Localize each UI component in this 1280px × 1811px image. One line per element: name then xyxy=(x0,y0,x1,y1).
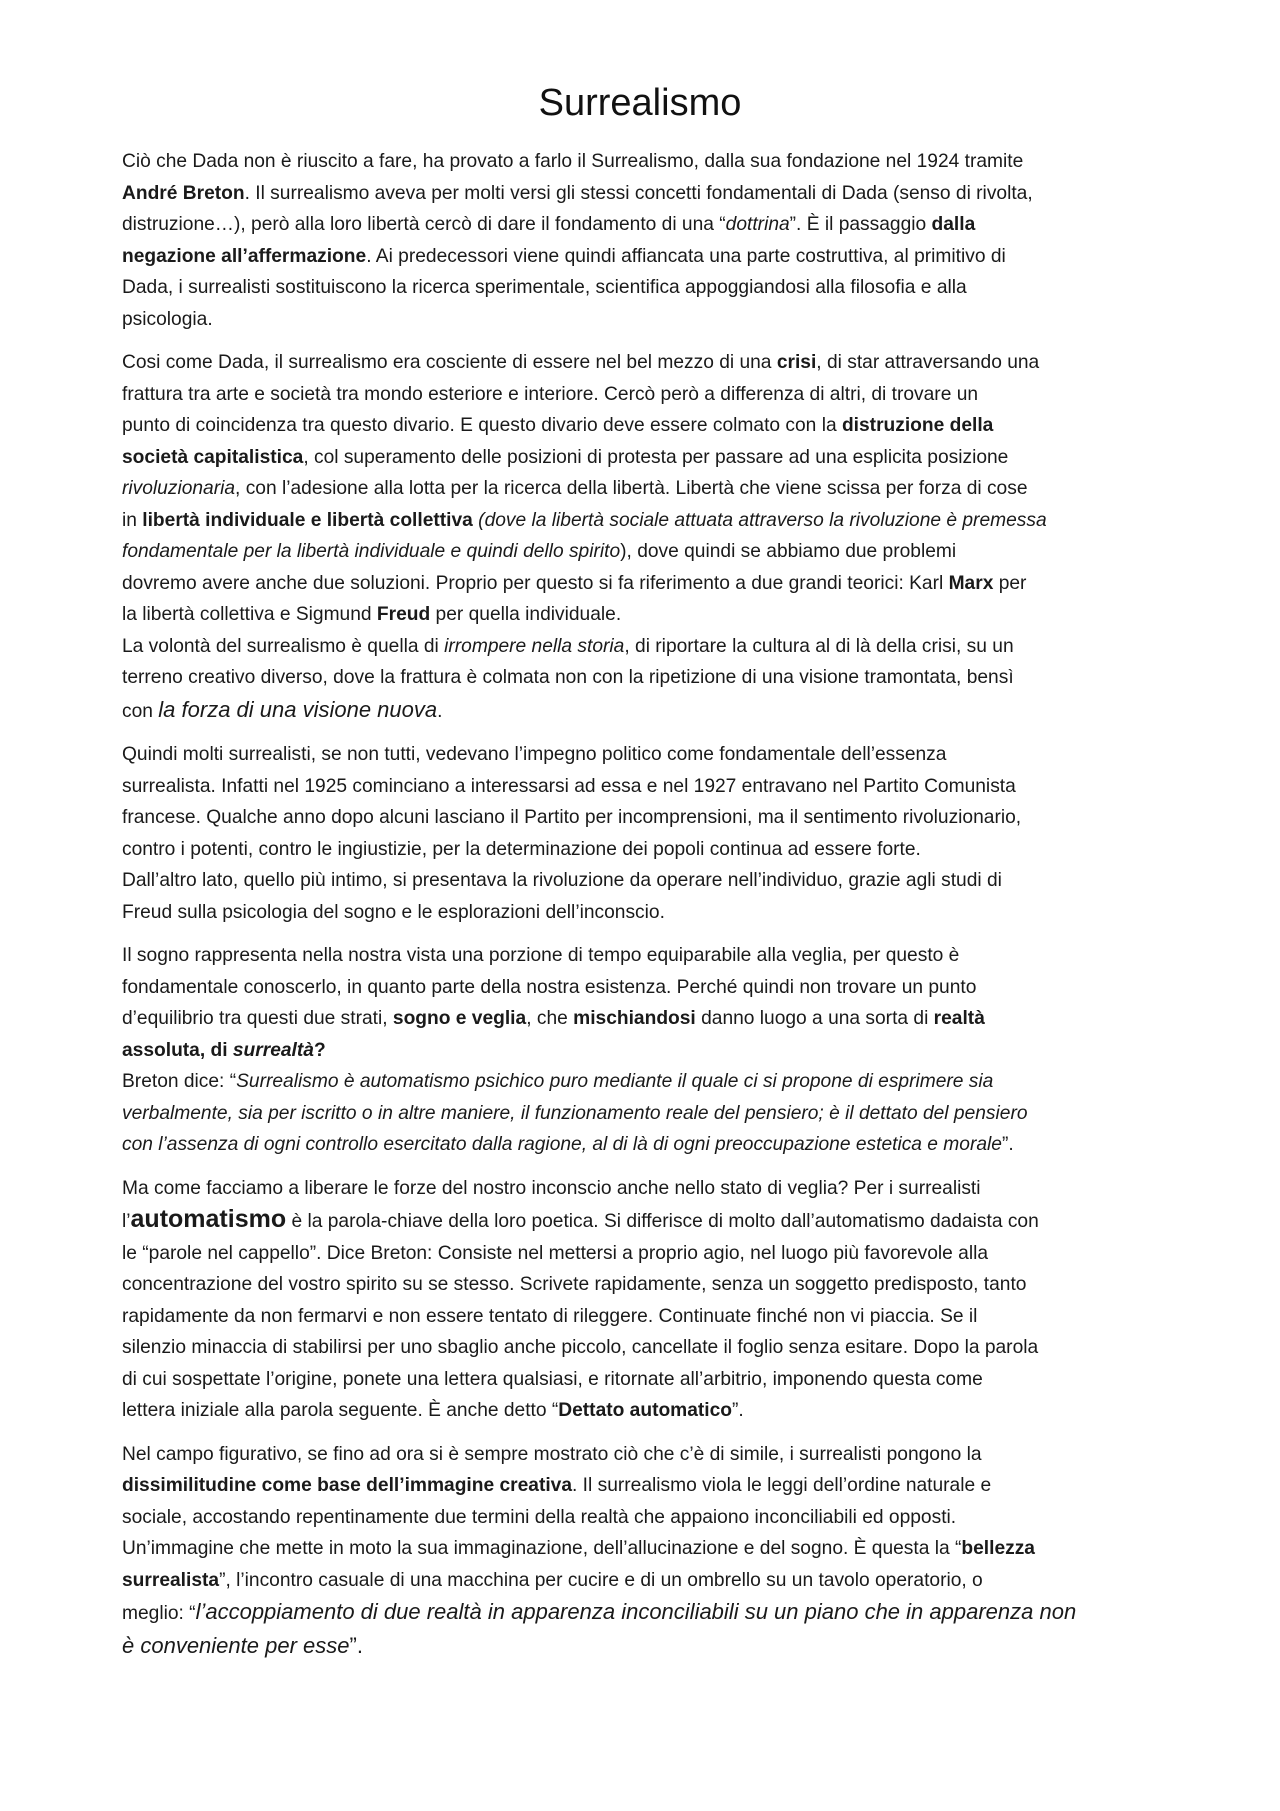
text-run: Breton dice: “ xyxy=(122,1071,237,1092)
text-run: Dada, i surrealisti sostituiscono la ricerca sperimentale, scientifica appoggiandosi alla filosofia e alla xyxy=(122,277,967,298)
text-run: ”. xyxy=(732,1400,744,1421)
text-run: ”. xyxy=(349,1632,363,1658)
text-run: con l’assenza di ogni controllo esercitato dalla ragione, al di là di ogni preoccupazione estetica e morale xyxy=(122,1134,1002,1155)
paragraph xyxy=(122,347,1158,727)
text-run: automatismo xyxy=(130,1205,287,1233)
text-line xyxy=(122,1596,1158,1630)
text-run: sogno e veglia xyxy=(392,1008,527,1029)
text-run: Cosi come Dada, il surrealismo era cosciente di essere nel bel mezzo di una xyxy=(122,352,777,373)
text-run: è conveniente per esse xyxy=(122,1632,350,1658)
text-run: rivoluzionaria xyxy=(122,478,236,499)
paragraph xyxy=(122,940,1158,1161)
text-line xyxy=(122,410,1158,442)
text-run: meglio: “ xyxy=(122,1603,196,1624)
text-line xyxy=(122,241,1158,273)
text-run: La volontà del surrealismo è quella di xyxy=(122,635,445,657)
text-run: terreno creativo diverso, dove la frattura è colmata non con la ripetizione di una visione tramontata, bensì xyxy=(122,667,1014,688)
text-line xyxy=(122,568,1158,600)
text-run: distruzione della xyxy=(841,415,994,436)
text-run: frattura tra arte e società tra mondo esteriore e interiore. Cercò però a differenza di altri, di trovare un xyxy=(122,383,979,405)
text-run: . Il surrealismo viola le leggi dell’ordine naturale e xyxy=(572,1475,992,1496)
text-run: dalla xyxy=(931,214,976,235)
text-run: rapidamente da non fermarvi e non essere tentato di rileggere. Continuate finché non vi piaccia. Se il xyxy=(122,1305,978,1327)
text-line xyxy=(122,1630,1158,1664)
text-line xyxy=(122,802,1158,834)
text-line xyxy=(122,442,1158,474)
text-line xyxy=(122,1332,1158,1364)
text-run: contro i potenti, contro le ingiustizie, per la determinazione dei popoli continua ad essere forte. xyxy=(122,838,921,860)
text-run: ? xyxy=(313,1039,326,1061)
text-run: fondamentale per la libertà individuale e quindi dello spirito xyxy=(122,541,621,562)
text-line xyxy=(122,771,1158,803)
text-run: . xyxy=(437,700,443,722)
text-run: dissimilitudine come base dell’immagine creativa xyxy=(122,1475,573,1496)
text-line xyxy=(122,1269,1158,1301)
text-run: lettera iniziale alla parola seguente. È anche detto “ xyxy=(122,1400,559,1421)
text-line xyxy=(122,146,1158,178)
text-line xyxy=(122,209,1158,241)
paragraph xyxy=(122,739,1158,928)
text-run: l’ xyxy=(122,1211,131,1232)
text-run: surrealista xyxy=(122,1569,220,1591)
text-run: sociale, accostando repentinamente due termini della realtà che appaiono inconciliabili ed opposti. xyxy=(122,1506,957,1528)
text-run: psicologia. xyxy=(122,308,213,330)
text-line xyxy=(122,1204,1158,1238)
text-line xyxy=(122,178,1158,210)
text-run: , che xyxy=(526,1008,574,1029)
text-run: Marx xyxy=(948,572,994,594)
text-line xyxy=(122,379,1158,411)
text-run: ), dove quindi se abbiamo due problemi xyxy=(620,541,957,562)
text-run: le “parole nel cappello”. Dice Breton: Consiste nel mettersi a proprio agio, nel luogo più favorevole alla xyxy=(122,1242,989,1264)
text-run: Il sogno rappresenta nella nostra vista una porzione di tempo equiparabile alla veglia, per questo è xyxy=(122,945,960,966)
paragraph xyxy=(122,1439,1158,1664)
text-run: con xyxy=(122,700,159,722)
text-line xyxy=(122,865,1158,897)
text-run: Freud sulla psicologia del sogno e le esplorazioni dell’inconscio. xyxy=(122,901,665,923)
text-run: l’accoppiamento di due realtà in apparenza inconciliabili su un piano che in apparenza non xyxy=(195,1599,1077,1624)
text-run: Ma come facciamo a liberare le forze del nostro inconscio anche nello stato di veglia? Per i surrealisti xyxy=(122,1177,981,1199)
text-run: . Ai predecessori viene quindi affiancata una parte costruttiva, al primitivo di xyxy=(366,245,1006,267)
text-line xyxy=(122,631,1158,663)
text-run: negazione all’affermazione xyxy=(122,245,367,267)
text-line xyxy=(122,272,1158,304)
text-line xyxy=(122,1395,1158,1427)
text-run: crisi xyxy=(776,352,817,373)
text-run: Nel campo figurativo, se fino ad ora si è sempre mostrato ciò che c’è di simile, i surrealisti pongono la xyxy=(122,1443,982,1465)
text-run: bellezza xyxy=(961,1538,1035,1559)
text-line xyxy=(122,473,1158,505)
text-line xyxy=(122,1439,1158,1471)
text-line xyxy=(122,1470,1158,1502)
text-run: silenzio minaccia di stabilirsi per uno sbaglio anche piccolo, cancellate il foglio senza esitare. Dopo la parola xyxy=(122,1337,1039,1358)
text-run: libertà individuale e libertà collettiva xyxy=(142,509,473,531)
text-run: la forza di una visione nuova xyxy=(158,696,438,722)
text-run: danno luogo a una sorta di xyxy=(695,1008,934,1029)
text-run: d’equilibrio tra questi due strati, xyxy=(122,1008,393,1029)
text-line xyxy=(122,1173,1158,1205)
text-run: Dettato automatico xyxy=(558,1400,733,1421)
text-run: ”, l’incontro casuale di una macchina per cucire e di un ombrello su un tavolo operatorio, o xyxy=(219,1569,983,1591)
text-run: , di star attraversando una xyxy=(816,352,1040,373)
text-run: di cui sospettate l’origine, ponete una lettera qualsiasi, e ritornate all’arbitrio, imponendo questa come xyxy=(122,1368,983,1390)
text-line xyxy=(122,1533,1158,1565)
text-line xyxy=(122,599,1158,631)
text-run: surrealtà xyxy=(232,1039,314,1061)
text-run: ( xyxy=(472,509,485,531)
text-run: concentrazione del vostro spirito su se stesso. Scrivete rapidamente, senza un soggetto predisposto, tanto xyxy=(122,1274,1027,1295)
text-run: Dall’altro lato, quello più intimo, si presentava la rivoluzione da operare nell’individuo, grazie agli studi di xyxy=(122,870,1002,891)
text-line xyxy=(122,1035,1158,1067)
text-run: verbalmente, sia per iscritto o in altre maniere, il funzionamento reale del pensiero; è il dettato del pensiero xyxy=(122,1102,1028,1124)
text-line xyxy=(122,1098,1158,1130)
text-line xyxy=(122,897,1158,929)
text-line xyxy=(122,972,1158,1004)
text-run: dovremo avere anche due soluzioni. Proprio per questo si fa riferimento a due grandi teorici: Karl xyxy=(122,572,949,594)
text-line xyxy=(122,1003,1158,1035)
text-line xyxy=(122,1301,1158,1333)
text-run: francese. Qualche anno dopo alcuni lasciano il Partito per incomprensioni, ma il sentimento rivoluzionario, xyxy=(122,807,1022,828)
text-line xyxy=(122,940,1158,972)
text-run: società capitalistica xyxy=(122,446,304,468)
text-run: Surrealismo è automatismo psichico puro mediante il quale ci si propone di esprimere sia xyxy=(236,1071,994,1092)
text-run: assoluta, di xyxy=(122,1039,233,1061)
text-run: fondamentale conoscerlo, in quanto parte della nostra esistenza. Perché quindi non trovare un punto xyxy=(122,976,977,998)
text-run: punto di coincidenza tra questo divario. E questo divario deve essere colmato con la xyxy=(122,415,842,436)
text-run: surrealista. Infatti nel 1925 cominciano a interessarsi ad essa e nel 1927 entravano nel Partito Comunista xyxy=(122,775,1016,797)
text-line xyxy=(122,662,1158,694)
text-run: ”. xyxy=(1001,1134,1014,1155)
text-run: distruzione…), però alla loro libertà cercò di dare il fondamento di una “ xyxy=(122,214,726,235)
text-line xyxy=(122,694,1158,728)
text-run: per xyxy=(993,572,1027,594)
text-run: in xyxy=(122,509,143,531)
text-line xyxy=(122,1238,1158,1270)
text-run: André Breton xyxy=(122,182,245,204)
text-run: dottrina xyxy=(725,214,790,235)
text-run: è la parola-chiave della loro poetica. Si differisce di molto dall’automatismo dadaista con xyxy=(286,1211,1039,1232)
page-title: Surrealismo xyxy=(538,82,742,124)
text-line xyxy=(122,739,1158,771)
text-run: . Il surrealismo aveva per molti versi gli stessi concetti fondamentali di Dada (senso di rivolta, xyxy=(244,182,1033,204)
text-run: , col superamento delle posizioni di protesta per passare ad una esplicita posizione xyxy=(303,446,1009,468)
text-run: Freud xyxy=(376,604,431,625)
text-line xyxy=(122,1066,1158,1098)
document-body xyxy=(122,146,1158,1663)
text-run: Ciò che Dada non è riuscito a fare, ha provato a farlo il Surrealismo, dalla sua fondazione nel 1924 tramite xyxy=(122,151,1024,172)
text-run: dove la libertà sociale attuata attraverso la rivoluzione è premessa xyxy=(484,509,1047,531)
text-run: Un’immagine che mette in moto la sua immaginazione, dell’allucinazione e del sogno. È questa la “ xyxy=(122,1538,962,1559)
text-line xyxy=(122,347,1158,379)
text-line xyxy=(122,834,1158,866)
text-run: , con l’adesione alla lotta per la ricerca della libertà. Libertà che viene scissa per forza di cose xyxy=(235,478,1028,499)
text-line xyxy=(122,1129,1158,1161)
paragraph xyxy=(122,146,1158,335)
text-run: la libertà collettiva e Sigmund xyxy=(122,604,377,625)
text-line xyxy=(122,1364,1158,1396)
text-run: Quindi molti surrealisti, se non tutti, vedevano l’impegno politico come fondamentale dell’essenza xyxy=(122,744,947,765)
text-run: ”. È il passaggio xyxy=(789,214,932,235)
text-run: realtà xyxy=(933,1008,985,1029)
text-line xyxy=(122,505,1158,537)
text-line xyxy=(122,536,1158,568)
text-run: irrompere nella storia xyxy=(444,635,625,657)
text-run: per quella individuale. xyxy=(430,604,622,625)
text-run: , di riportare la cultura al di là della crisi, su un xyxy=(624,635,1014,657)
text-run: mischiandosi xyxy=(573,1008,696,1029)
paragraph xyxy=(122,1173,1158,1427)
text-line xyxy=(122,1565,1158,1597)
text-line xyxy=(122,1502,1158,1534)
text-line xyxy=(122,304,1158,336)
